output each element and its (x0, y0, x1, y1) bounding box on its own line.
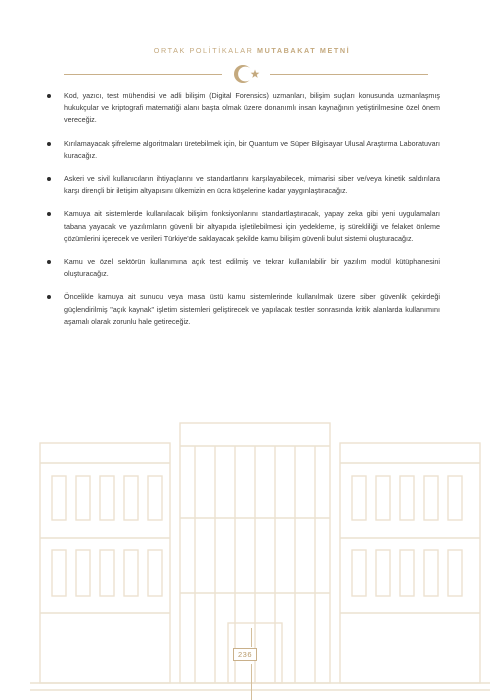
list-item (46, 256, 440, 280)
header-rule-right (270, 74, 428, 75)
list-item (46, 208, 440, 245)
bullet-dot (47, 177, 51, 181)
building-watermark (30, 418, 490, 700)
bullet-dot (47, 94, 51, 98)
list-item (46, 90, 440, 127)
header-rule-left (64, 74, 222, 75)
list-item-text: Kamuya ait sistemlerde kullanılacak bilişim fonksiyonlarını standartlaştıracak, yapay zeka gibi yeni uygulamaları tabana yayacak ve yazılımların güvenli bir altyapıda işletilebilmesi için yedekleme, iş sürekliliği ve felaket önleme çözümlerini içerecek ve verileri Türkiye'de saklayacak şekilde kamu bilişim güvenli bulut sistemi oluşturacağız. (64, 209, 440, 243)
list-item (46, 173, 440, 197)
list-item (46, 138, 440, 162)
list-item-text: Kod, yazıcı, test mühendisi ve adli bilişim (Digital Forensics) uzmanları, bilişim suçları konusunda uzmanlaşmış hukukçular ve kriptografi matematiği alanı başta olmak üzere donanımlı insan kaynağının yetiştirilmesine özel önem vereceğiz. (64, 91, 440, 125)
page-header (0, 46, 504, 55)
policy-list (46, 90, 440, 339)
list-item-text: Öncelikle kamuya ait sunucu veya masa üstü kamu sistemlerinde kullanılmak üzere siber güvenlik çekirdeği güçlendirilmiş "açık kaynak" işletim sistemleri geliştirecek ve yapılacak testler sonrasında kritik alanlarda kullanımını aşamalı olarak zorunlu hale getireceğiz. (64, 292, 440, 326)
list-item (46, 291, 440, 328)
bullet-dot (47, 295, 51, 299)
crescent-star-icon (230, 62, 264, 86)
header-title-bold: MUTABAKAT METNİ (257, 46, 351, 55)
header-title-regular: ORTAK POLİTİKALAR (153, 46, 254, 55)
bullet-dot (47, 212, 51, 216)
list-item-text: Kırılamayacak şifreleme algoritmaları üretebilmek için, bir Quantum ve Süper Bilgisayar Ulusal Araştırma Laboratuvarı kuracağız. (64, 138, 440, 160)
list-item-text: Kamu ve özel sektörün kullanımına açık test edilmiş ve tekrar kullanılabilir bir yazılım modül kütüphanesini oluşturacağız. (64, 257, 440, 279)
bullet-dot (47, 142, 51, 146)
page-number-rule-top (251, 628, 252, 647)
page-number-rule-bottom (251, 664, 252, 700)
bullet-dot (47, 260, 51, 264)
list-item-text: Askeri ve sivil kullanıcıların ihtiyaçlarını ve standartlarını karşılayabilecek, mimarisi siber ve/veya kinetik saldırılara karşı dirençli bir iletişim altyapısını ülkemizin en ücra köşelerine kadar yaygınlaştıracağız. (64, 174, 440, 196)
page-number: 236 (233, 648, 257, 661)
